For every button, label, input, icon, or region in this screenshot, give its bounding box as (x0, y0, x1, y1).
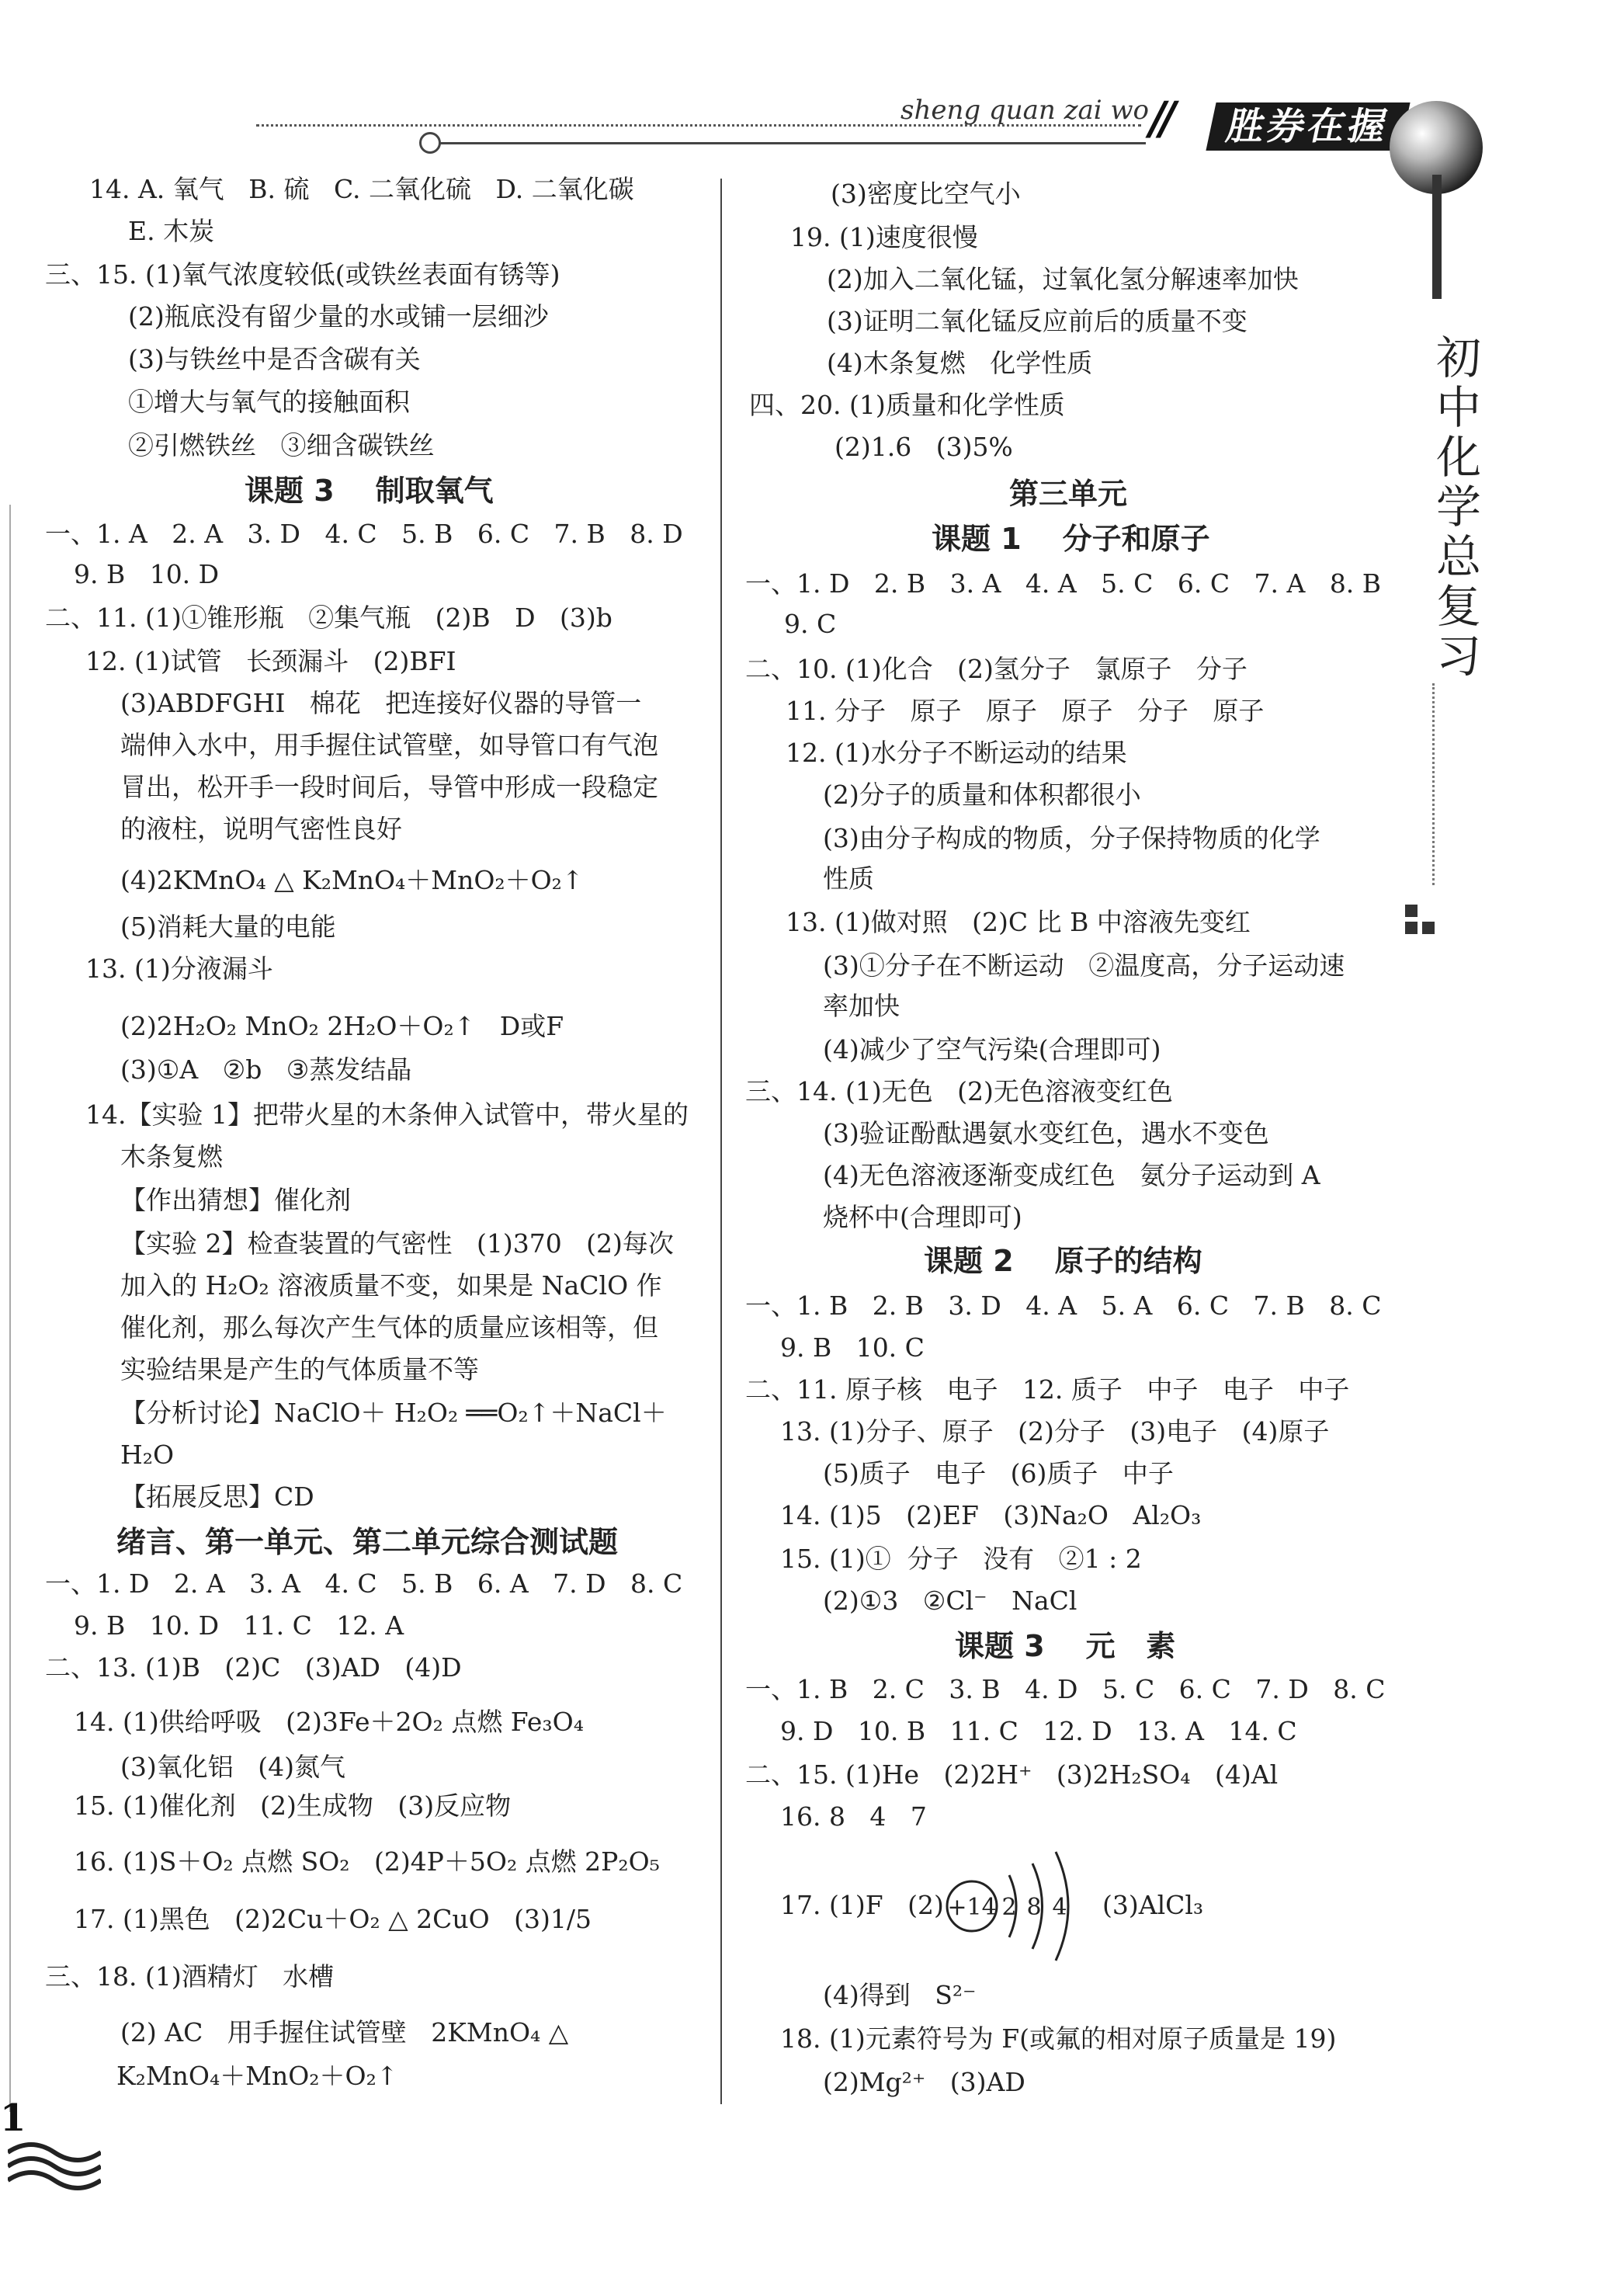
answer-line: 13. (1)分子、原子 (2)分子 (3)电子 (4)原子 (780, 1416, 1330, 1447)
answer-line: (3)由分子构成的物质，分子保持物质的化学 (823, 823, 1320, 853)
answer-line: 性质 (823, 863, 874, 894)
answer-line: 一、1. D 2. A 3. A 4. C 5. B 6. A 7. D 8. C (45, 1568, 683, 1599)
shell-electrons: 8 (1026, 1894, 1042, 1921)
answer-line: 二、15. (1)He (2)2H⁺ (3)2H₂SO₄ (4)Al (745, 1759, 1279, 1790)
equation-line: 【分析讨论】NaClO＋ H₂O₂ ══O₂↑＋NaCl＋ (120, 1398, 667, 1428)
answer-line: 端伸入水中，用手握住试管壁，如导管口有气泡 (120, 730, 658, 760)
answer-line: (2)Mg²⁺ (3)AD (823, 2067, 1025, 2097)
nucleus-charge: +14 (947, 1894, 997, 1921)
answer-line: 的液柱，说明气密性良好 (120, 814, 402, 844)
section-heading: 绪言、第一单元、第二单元综合测试题 (116, 1525, 619, 1559)
answer-line: 二、10. (1)化合 (2)氢分子 氯原子 分子 (745, 654, 1247, 684)
answer-line: 9. D 10. B 11. C 12. D 13. A 14. C (780, 1716, 1297, 1746)
answer-line: (2)加入二氧化锰，过氧化氢分解速率加快 (827, 264, 1299, 294)
atom-structure-diagram (932, 1840, 1102, 1972)
answer-line: (4)得到 S²⁻ (823, 1980, 977, 2010)
sidebar-square-icon (1422, 922, 1435, 934)
equation-line: (2)2H₂O₂ MnO₂ 2H₂O＋O₂↑ D或F (120, 1011, 564, 1041)
answer-line: 二、11. (1)①锥形瓶 ②集气瓶 (2)B D (3)b (45, 603, 612, 633)
sidebar-square-icon (1405, 922, 1418, 934)
answer-line: (3)证明二氧化锰反应前后的质量不变 (827, 306, 1247, 336)
answer-line: (4)减少了空气污染(合理即可) (823, 1034, 1161, 1065)
header-pinyin: sheng quan zai wo (900, 95, 1150, 126)
shell-electrons: 4 (1052, 1894, 1067, 1921)
equation-line: K₂MnO₄＋MnO₂＋O₂↑ (116, 2061, 398, 2091)
page-number: 1 (0, 2096, 26, 2140)
answer-line: (5)质子 电子 (6)质子 中子 (823, 1458, 1174, 1488)
shell-electrons: 2 (1001, 1894, 1017, 1921)
answer-line: 一、1. D 2. B 3. A 4. A 5. C 6. C 7. A 8. B (745, 568, 1382, 599)
answer-line: 12. (1)水分子不断运动的结果 (786, 738, 1127, 768)
answer-line: 19. (1)速度很慢 (790, 222, 978, 252)
column-divider (720, 179, 722, 2104)
section-heading: 课题 1 分子和原子 (932, 522, 1210, 556)
unit-heading: 第三单元 (1009, 477, 1128, 511)
answer-line: 13. (1)分液漏斗 (85, 953, 273, 984)
section-heading: 课题 3 制取氧气 (245, 474, 494, 508)
answer-line: (2)1.6 (3)5% (835, 432, 1013, 462)
section-heading: 课题 2 原子的结构 (924, 1244, 1202, 1278)
answer-line: (2)①3 ②Cl⁻ NaCl (823, 1586, 1077, 1616)
answer-line: 一、1. B 2. C 3. B 4. D 5. C 6. C 7. D 8. C (745, 1674, 1386, 1704)
sidebar-square-icon (1405, 905, 1418, 917)
answer-line: 一、1. B 2. B 3. D 4. A 5. A 6. C 7. B 8. C (745, 1290, 1382, 1321)
answer-line: 三、18. (1)酒精灯 水槽 (45, 1961, 335, 1992)
answer-line: (3)ABDFGHI 棉花 把连接好仪器的导管一 (120, 688, 642, 718)
answer-line: 18. (1)元素符号为 F(或氟的相对原子质量是 19) (780, 2023, 1337, 2054)
header-slashes: // (1149, 92, 1170, 144)
answer-line: 9. B 10. D 11. C 12. A (74, 1610, 404, 1641)
header-ring (419, 132, 441, 154)
answer-line: (3)与铁丝中是否含碳有关 (128, 344, 421, 374)
answer-line: 烧杯中(合理即可) (823, 1202, 1022, 1232)
answer-line: 率加快 (823, 991, 900, 1021)
equation-line: 17. (1)黑色 (2)2Cu＋O₂ △ 2CuO (3)1/5 (74, 1904, 592, 1934)
answer-line: 三、15. (1)氧气浓度较低(或铁丝表面有锈等) (45, 259, 560, 290)
answer-line: ①增大与氧气的接触面积 (128, 387, 410, 417)
section-heading: 课题 3 元 素 (955, 1629, 1176, 1663)
answer-line: (4)木条复燃 化学性质 (827, 348, 1093, 378)
answer-line: 9. B 10. C (780, 1332, 925, 1363)
equation-line: (2) AC 用手握住试管壁 2KMnO₄ △ (120, 2017, 569, 2048)
equation-line: 14. (1)供给呼吸 (2)3Fe＋2O₂ 点燃 Fe₃O₄ (74, 1707, 584, 1737)
answer-line: 三、14. (1)无色 (2)无色溶液变红色 (745, 1076, 1173, 1106)
equation-line: (4)2KMnO₄ △ K₂MnO₄＋MnO₂＋O₂↑ (120, 865, 584, 895)
answer-line: (3)①A ②b ③蒸发结晶 (120, 1054, 412, 1085)
answer-line: 二、11. 原子核 电子 12. 质子 中子 电子 中子 (745, 1374, 1350, 1405)
answer-line: 【作出猜想】催化剂 (120, 1185, 351, 1215)
sidebar-title: 初中化学总复习 (1428, 334, 1481, 682)
answer-line: ②引燃铁丝 ③细含碳铁丝 (128, 430, 435, 460)
header-rule (439, 142, 1146, 144)
answer-line: (3)①分子在不断运动 ②温度高，分子运动速 (823, 950, 1345, 981)
sidebar-bar (1432, 175, 1442, 299)
answer-line: (2)分子的质量和体积都很小 (823, 780, 1141, 810)
answer-line: 9. C (784, 609, 837, 639)
answer-line: 17. (1)F (2) (780, 1890, 944, 1920)
answer-line: 11. 分子 原子 原子 原子 分子 原子 (786, 696, 1265, 726)
answer-line: (3)密度比空气小 (831, 179, 1021, 209)
answer-line: 14. A. 氧气 B. 硫 C. 二氧化硫 D. 二氧化碳 (89, 174, 634, 204)
answer-line: 15. (1)① 分子 没有 ②1 : 2 (780, 1544, 1142, 1574)
answer-line: 【拓展反思】CD (120, 1481, 314, 1512)
answer-line: 12. (1)试管 长颈漏斗 (2)BFI (85, 646, 456, 676)
answer-line: H₂O (120, 1440, 175, 1470)
answer-line: (3)氧化铝 (4)氮气 (120, 1752, 345, 1782)
equation-line: 16. (1)S＋O₂ 点燃 SO₂ (2)4P＋5O₂ 点燃 2P₂O₅ (74, 1846, 660, 1877)
answer-line: (5)消耗大量的电能 (120, 912, 336, 942)
header-brand: 胜券在握 (1206, 102, 1410, 151)
answer-line: 16. 8 4 7 (780, 1801, 927, 1832)
answer-line: 实验结果是产生的气体质量不等 (120, 1354, 479, 1384)
answer-line: (3)验证酚酞遇氨水变红色，遇水不变色 (823, 1118, 1269, 1148)
answer-line: (4)无色溶液逐渐变成红色 氨分子运动到 A (823, 1160, 1320, 1190)
answer-line: 14.【实验 1】把带火星的木条伸入试管中，带火星的 (85, 1099, 689, 1130)
wave-decoration (8, 2137, 101, 2191)
answer-line: E. 木炭 (128, 216, 215, 246)
answer-line: 【实验 2】检查装置的气密性 (1)370 (2)每次 (120, 1228, 674, 1259)
answer-line: 催化剂，那么每次产生气体的质量应该相等，但 (120, 1312, 658, 1342)
answer-line: 二、13. (1)B (2)C (3)AD (4)D (45, 1652, 462, 1683)
left-margin-rule (9, 505, 11, 2112)
answer-line: 木条复燃 (120, 1141, 223, 1172)
answer-line: (3)AlCl₃ (1102, 1890, 1204, 1920)
answer-line: 15. (1)催化剂 (2)生成物 (3)反应物 (74, 1791, 512, 1821)
answer-line: 13. (1)做对照 (2)C 比 B 中溶液先变红 (786, 907, 1251, 937)
answer-line: 一、1. A 2. A 3. D 4. C 5. B 6. C 7. B 8. D (45, 519, 683, 549)
answer-line: 14. (1)5 (2)EF (3)Na₂O Al₂O₃ (780, 1500, 1202, 1530)
answer-line: (2)瓶底没有留少量的水或铺一层细沙 (128, 301, 549, 332)
answer-line: 冒出，松开手一段时间后，导管中形成一段稳定 (120, 772, 658, 802)
answer-line: 9. B 10. D (74, 559, 220, 589)
answer-line: 加入的 H₂O₂ 溶液质量不变，如果是 NaClO 作 (120, 1270, 662, 1301)
sidebar-dotted-rule (1432, 683, 1435, 885)
answer-line: 四、20. (1)质量和化学性质 (749, 390, 1065, 420)
